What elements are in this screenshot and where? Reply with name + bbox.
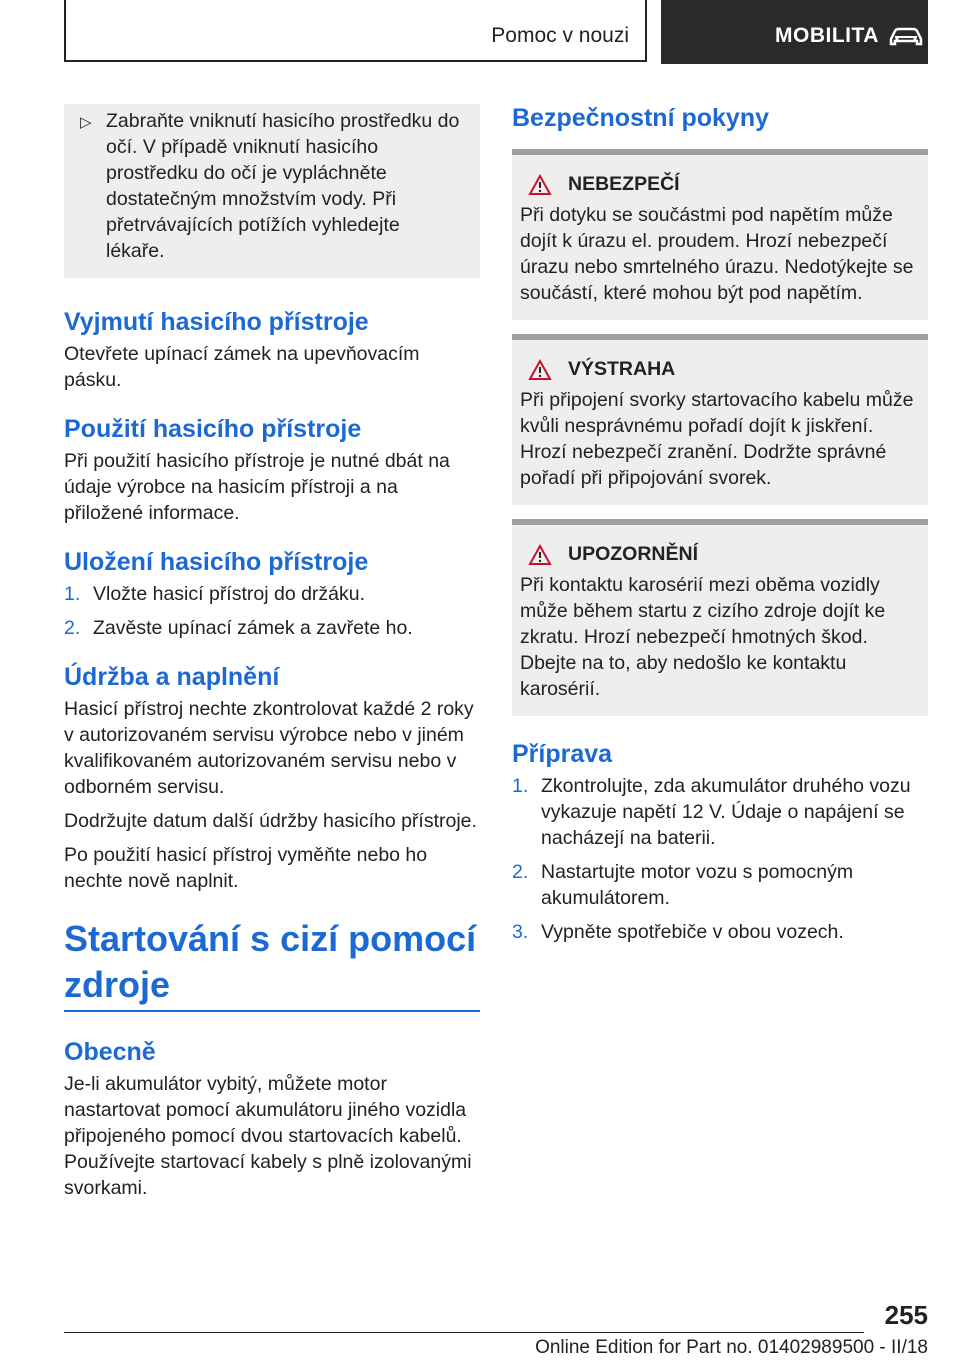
warning-text: Při kontaktu karosérií mezi oběma vozidly může během startu z cizího zdroje dojít ke zkratu. Hrozí nebezpečí hmotných škod. Dbejte na to, aby nedošlo ke kontaktu karosérií. [520, 574, 886, 700]
warning-box [512, 519, 928, 716]
general-section [64, 1038, 480, 1201]
list-item [512, 919, 928, 945]
general-title: Obecně [64, 1038, 156, 1066]
step-number: 2. [64, 617, 81, 639]
jump-start-title: Startování s cizí pomocí zdroje [64, 918, 477, 1005]
maintenance-section [64, 663, 480, 894]
prep-steps [512, 773, 928, 945]
store-steps [64, 581, 480, 641]
maintenance-text: Hasicí přístroj nechte zkontrolovat každé 2 roky v autorizovaném servisu výrobce nebo v jiném kvalifikovaném autorizovaném servisu nebo v odborném servisu. [64, 698, 474, 798]
list-item [512, 773, 928, 851]
car-icon [888, 27, 924, 47]
chapter-tab [661, 0, 928, 64]
use-section [64, 415, 480, 526]
step-number: 3. [512, 921, 529, 943]
footer-divider [64, 1332, 864, 1333]
step-number: 2. [512, 861, 529, 883]
store-title: Uložení hasicího přístroje [64, 548, 369, 576]
list-item [64, 581, 480, 607]
note-text: Zabraňte vniknutí hasicího prostředku do očí. V případě vniknutí hasicího prostředku do očí je vypláchněte dostatečným množstvím vody. Při přetrvávajících potížích vyhledejte lékaře. [106, 110, 460, 262]
step-text: Vypněte spotřebiče v obou vozech. [541, 921, 844, 943]
jump-start-heading [64, 916, 480, 1012]
step-text: Vložte hasicí přístroj do držáku. [93, 583, 366, 605]
step-number: 1. [512, 775, 529, 797]
remove-text: Otevřete upínací zámek na upevňovacím pásku. [64, 343, 420, 391]
warning-box [512, 149, 928, 320]
list-item [512, 859, 928, 911]
step-text: Nastartujte motor vozu s pomocným akumulátorem. [541, 861, 854, 909]
general-text: Je-li akumulátor vybitý, můžete motor nastartovat pomocí akumulátoru jiného vozidla připojeného pomocí dvou startovacích kabelů. Používejte startovací kabely s plně izolovanými svorkami. [64, 1073, 472, 1199]
chapter-title: MOBILITA [775, 24, 879, 47]
safety-title: Bezpečnostní pokyny [512, 104, 769, 132]
page-header [64, 0, 928, 64]
remove-section [64, 308, 480, 393]
maintenance-text: Dodržujte datum další údržby hasicího přístroje. [64, 810, 477, 832]
note-triangle-icon: ▷ [80, 114, 92, 131]
use-title: Použití hasicího přístroje [64, 415, 362, 443]
section-title: Pomoc v nouzi [491, 24, 629, 47]
header-frame [64, 0, 647, 62]
warning-icon [528, 359, 552, 381]
remove-title: Vyjmutí hasicího přístroje [64, 308, 369, 336]
maintenance-text: Po použití hasicí přístroj vyměňte nebo ho nechte nově naplnit. [64, 844, 428, 892]
use-text: Při použití hasicího přístroje je nutné dbát na údaje výrobce na hasicím přístroji a na přiložené informace. [64, 450, 450, 524]
store-section [64, 548, 480, 641]
warning-icon [528, 544, 552, 566]
page-number: 255 [884, 1300, 928, 1330]
prep-title: Příprava [512, 740, 613, 768]
warning-icon [528, 174, 552, 196]
warning-label: UPOZORNĚNÍ [568, 543, 699, 565]
warning-label: NEBEZPEČÍ [568, 173, 680, 195]
step-text: Zkontrolujte, zda akumulátor druhého vozu vykazuje napětí 12 V. Údaje o napájení se nacházejí na baterii. [541, 775, 911, 849]
warning-text: Při dotyku se součástmi pod napětím může dojít k úrazu el. proudem. Hrozí nebezpečí úrazu nebo smrtelného úrazu. Nedotýkejte se součástí, které mohou být pod napětím. [520, 204, 914, 304]
right-column [512, 104, 928, 967]
note-box [64, 104, 480, 278]
warning-label: VÝSTRAHA [568, 358, 676, 380]
edition-text: Online Edition for Part no. 01402989500 - II/18 [535, 1337, 928, 1358]
prep-section [512, 740, 928, 945]
step-text: Zavěste upínací zámek a zavřete ho. [93, 617, 413, 639]
left-column [64, 104, 480, 1223]
maintenance-title: Údržba a naplnění [64, 663, 280, 691]
warning-box [512, 334, 928, 505]
warning-text: Při připojení svorky startovacího kabelu může kvůli nesprávnému pořadí dojít k jiskření. Hrozí nebezpečí zranění. Dodržte správné pořadí při připojování svorek. [520, 389, 914, 489]
list-item [64, 615, 480, 641]
step-number: 1. [64, 583, 81, 605]
